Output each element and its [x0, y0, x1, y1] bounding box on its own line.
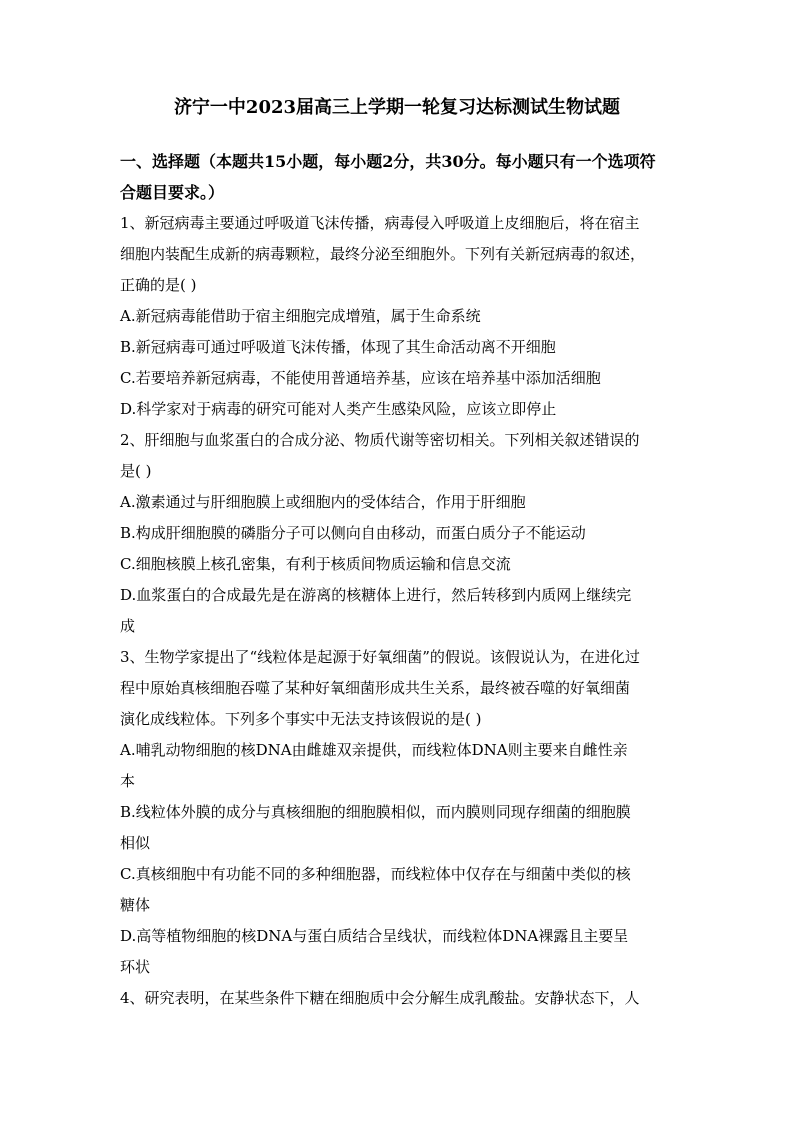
- exam-content: [120, 146, 690, 1014]
- option-a: A.新冠病毒能借助于宿主细胞完成增殖，属于生命系统: [120, 307, 481, 325]
- option-a: A.激素通过与肝细胞膜上或细胞内的受体结合，作用于肝细胞: [120, 493, 526, 511]
- question-stem-line: 3、生物学家提出了“线粒体是起源于好氧细菌”的假说。该假说认为，在进化过: [120, 648, 640, 666]
- option-a: A.哺乳动物细胞的核DNA由雌雄双亲提供，而线粒体DNA则主要来自雌性亲: [120, 741, 628, 759]
- option-b-continued: 相似: [120, 834, 151, 852]
- option-d-continued: 环状: [120, 958, 151, 976]
- option-c-continued: 糖体: [120, 896, 151, 914]
- question-stem-line: 程中原始真核细胞吞噬了某种好氧细菌形成共生关系，最终被吞噬的好氧细菌: [120, 679, 631, 697]
- option-c: C.细胞核膜上核孔密集，有利于核质间物质运输和信息交流: [120, 555, 511, 573]
- question-stem-line: 是( ): [120, 462, 152, 480]
- question-4: [120, 983, 690, 1014]
- option-d: D.血浆蛋白的合成最先是在游离的核糖体上进行，然后转移到内质网上继续完: [120, 586, 632, 604]
- option-a-continued: 本: [120, 772, 136, 790]
- option-b: B.构成肝细胞膜的磷脂分子可以侧向自由移动，而蛋白质分子不能运动: [120, 524, 586, 542]
- option-c: C.真核细胞中有功能不同的多种细胞器，而线粒体中仅存在与细菌中类似的核: [120, 865, 631, 883]
- option-b: B.新冠病毒可通过呼吸道飞沫传播，体现了其生命活动离不开细胞: [120, 338, 556, 356]
- question-stem-line: 4、研究表明，在某些条件下糖在细胞质中会分解生成乳酸盐。安静状态下，人: [120, 989, 640, 1007]
- question-stem-line: 正确的是( ): [120, 276, 197, 294]
- question-stem-line: 1、新冠病毒主要通过呼吸道飞沫传播，病毒侵入呼吸道上皮细胞后，将在宿主: [120, 214, 640, 232]
- question-2: [120, 425, 690, 642]
- page-title: 济宁一中2023届高三上学期一轮复习达标测试生物试题: [173, 97, 621, 118]
- question-1: [120, 208, 690, 425]
- section-heading-line-1: 一、选择题（本题共15小题，每小题2分，共30分。每小题只有一个选项符: [120, 152, 656, 171]
- section-heading-line-2: 合题目要求。）: [120, 183, 225, 202]
- option-d: D.高等植物细胞的核DNA与蛋白质结合呈线状，而线粒体DNA裸露且主要呈: [120, 927, 629, 945]
- option-c: C.若要培养新冠病毒，不能使用普通培养基，应该在培养基中添加活细胞: [120, 369, 601, 387]
- question-stem-line: 演化成线粒体。下列多个事实中无法支持该假说的是( ): [120, 710, 482, 728]
- option-d-continued: 成: [120, 617, 136, 635]
- question-3: [120, 642, 690, 983]
- question-stem-line: 2、肝细胞与血浆蛋白的合成分泌、物质代谢等密切相关。下列相关叙述错误的: [120, 431, 640, 449]
- option-b: B.线粒体外膜的成分与真核细胞的细胞膜相似，而内膜则同现存细菌的细胞膜: [120, 803, 631, 821]
- question-stem-line: 细胞内装配生成新的病毒颗粒，最终分泌至细胞外。下列有关新冠病毒的叙述，: [120, 245, 646, 263]
- option-d: D.科学家对于病毒的研究可能对人类产生感染风险，应该立即停止: [120, 400, 557, 418]
